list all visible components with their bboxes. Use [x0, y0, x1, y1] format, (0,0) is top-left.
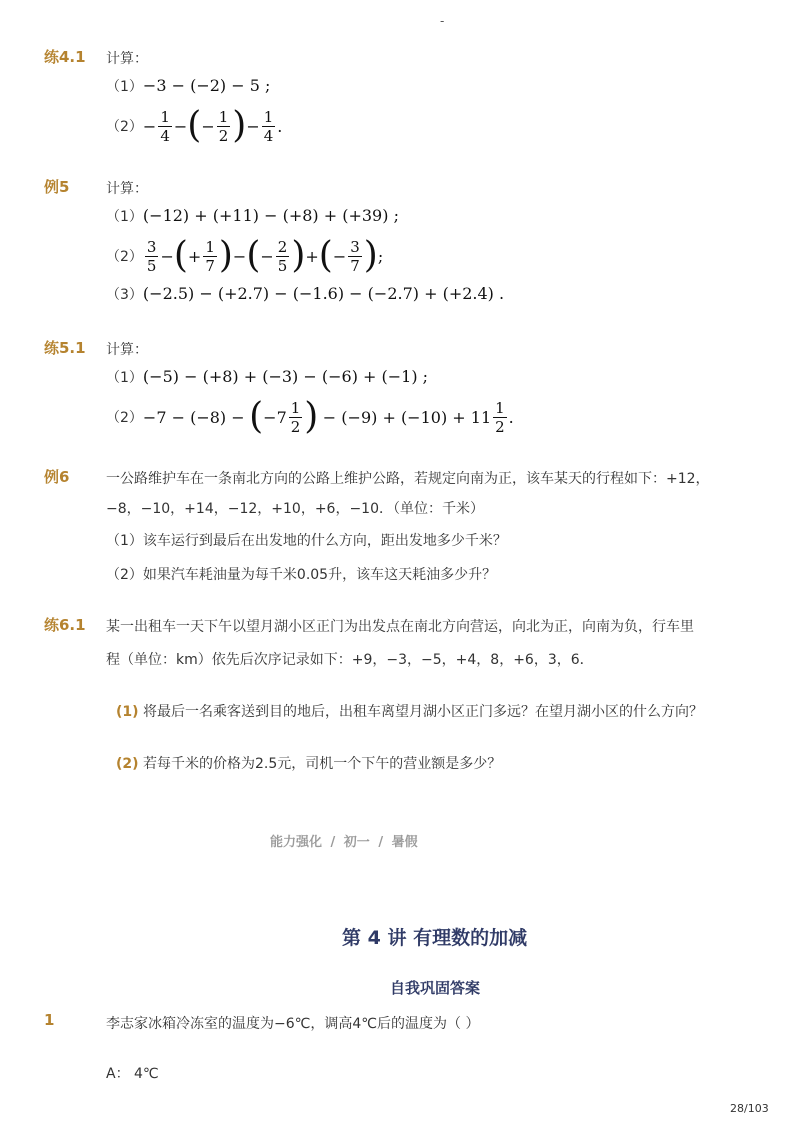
math-operator: −	[160, 246, 174, 266]
fraction	[276, 238, 290, 275]
top-mark: -	[440, 14, 445, 28]
denominator: 4	[263, 126, 274, 145]
numerator: 1	[495, 398, 505, 417]
math-operator: −	[173, 116, 188, 136]
numerator: 1	[263, 107, 274, 126]
question: （1）该车运行到最后在出发地的什么方向，距出发地多少千米？	[106, 533, 507, 549]
footer-brand: 能力强化 / 初一 / 暑假	[270, 835, 418, 850]
math-sign: −	[260, 246, 274, 266]
denominator: 5	[146, 256, 157, 275]
item-number: （1）	[106, 370, 143, 386]
exercise-label: 练4.1	[44, 48, 86, 66]
math-expression: − (−9) + (−10) + 11	[322, 407, 492, 427]
math-operator: −	[232, 246, 247, 266]
example-item	[106, 206, 399, 226]
fraction	[348, 238, 362, 275]
numerator: 3	[146, 237, 157, 256]
math-punct: .	[508, 407, 514, 427]
section-title: 自我巩固答案	[390, 979, 481, 997]
example-item	[106, 234, 383, 278]
page-number: 28/103	[730, 1102, 769, 1115]
math-expression: (−5) − (+8) + (−3) − (−6) + (−1) ;	[142, 367, 429, 386]
fraction	[493, 399, 507, 436]
example-prompt: 计算：	[106, 181, 148, 197]
math-expression: (−2.5) − (+2.7) − (−1.6) − (−2.7) + (+2.4) .	[142, 284, 505, 303]
question-number: (2)	[116, 756, 139, 772]
denominator: 2	[290, 417, 301, 436]
math-sign: −	[332, 246, 347, 266]
exercise-item	[106, 395, 514, 439]
math-operator: −	[142, 116, 157, 136]
denominator: 2	[495, 417, 505, 436]
question-number: (1)	[116, 704, 139, 720]
item-number: （2）	[106, 249, 143, 265]
left-paren: (	[173, 235, 188, 276]
math-punct: ;	[377, 246, 384, 266]
example-label: 例6	[44, 468, 70, 486]
right-paren: )	[363, 235, 378, 276]
denominator: 7	[205, 256, 215, 275]
example-label: 例5	[44, 178, 70, 196]
problem-text: 程（单位：km）依先后次序记录如下：+9，−3，−5，+4，8，+6，3，6．	[106, 652, 594, 668]
math-sign: +	[187, 246, 202, 266]
denominator: 4	[160, 126, 170, 145]
numerator: 2	[277, 237, 288, 256]
question	[116, 753, 501, 773]
exercise-item	[106, 367, 428, 387]
fraction	[145, 238, 159, 275]
exercise-label: 练5.1	[44, 339, 86, 357]
numerator: 3	[350, 237, 360, 256]
example-item	[106, 284, 504, 304]
denominator: 7	[350, 256, 360, 275]
lecture-title: 第 4 讲 有理数的加减	[342, 927, 528, 949]
problem-text: 某一出租车一天下午以望月湖小区正门为出发点在南北方向营运，向北为正，向南为负，行车里	[106, 619, 694, 635]
question-number: 1	[44, 1011, 55, 1029]
math-operator: −	[246, 116, 260, 136]
left-paren: (	[246, 235, 261, 276]
numerator: 1	[160, 107, 170, 126]
left-paren: (	[318, 235, 333, 276]
fraction	[203, 238, 217, 275]
math-operator: −	[201, 116, 215, 136]
math-expression: (−12) + (+11) − (+8) + (+39) ;	[142, 206, 399, 225]
question-text: 将最后一名乘客送到目的地后，出租车离望月湖小区正门多远？在望月湖小区的什么方向？	[143, 704, 703, 720]
right-paren: )	[291, 235, 306, 276]
problem-text: 一公路维护车在一条南北方向的公路上维护公路，若规定向南为正，该车某天的行程如下：+12，	[106, 471, 710, 487]
problem-text: −8，−10，+14，−12，+10，+6，−10．（单位：千米）	[106, 501, 484, 517]
question-text: 李志家冰箱冷冻室的温度为−6℃，调高4℃后的温度为（ ）	[106, 1016, 480, 1032]
exercise-item	[106, 104, 282, 148]
exercise-label: 练6.1	[44, 616, 86, 634]
numerator: 1	[205, 237, 215, 256]
option-a: A： 4℃	[106, 1066, 159, 1082]
right-paren: )	[304, 396, 319, 437]
numerator: 1	[290, 398, 301, 417]
item-number: （3）	[106, 287, 143, 303]
exercise-item	[106, 76, 270, 96]
fraction	[289, 399, 303, 436]
mixed-whole: −7	[263, 407, 287, 427]
item-number: （1）	[106, 79, 143, 95]
numerator: 1	[218, 107, 229, 126]
denominator: 2	[218, 126, 229, 145]
fraction	[217, 108, 231, 145]
math-operator: +	[305, 246, 319, 266]
question-text: 若每千米的价格为2.5元，司机一个下午的营业额是多少？	[143, 756, 502, 772]
right-paren: )	[232, 105, 247, 146]
math-expression: −7 − (−8) −	[142, 407, 245, 427]
left-paren: (	[187, 105, 202, 146]
right-paren: )	[218, 235, 233, 276]
item-number: （2）	[106, 119, 143, 135]
math-expression: −3 − (−2) − 5 ;	[142, 76, 271, 95]
fraction	[158, 108, 172, 145]
exercise-prompt: 计算：	[106, 51, 148, 67]
exercise-prompt: 计算：	[106, 342, 148, 358]
question: （2）如果汽车耗油量为每千米0.05升，该车这天耗油多少升？	[106, 567, 497, 583]
item-number: （2）	[106, 410, 143, 426]
question	[116, 701, 703, 721]
left-paren: (	[249, 396, 264, 437]
fraction	[262, 108, 276, 145]
denominator: 5	[277, 256, 288, 275]
item-number: （1）	[106, 209, 143, 225]
math-punct: .	[277, 116, 283, 136]
